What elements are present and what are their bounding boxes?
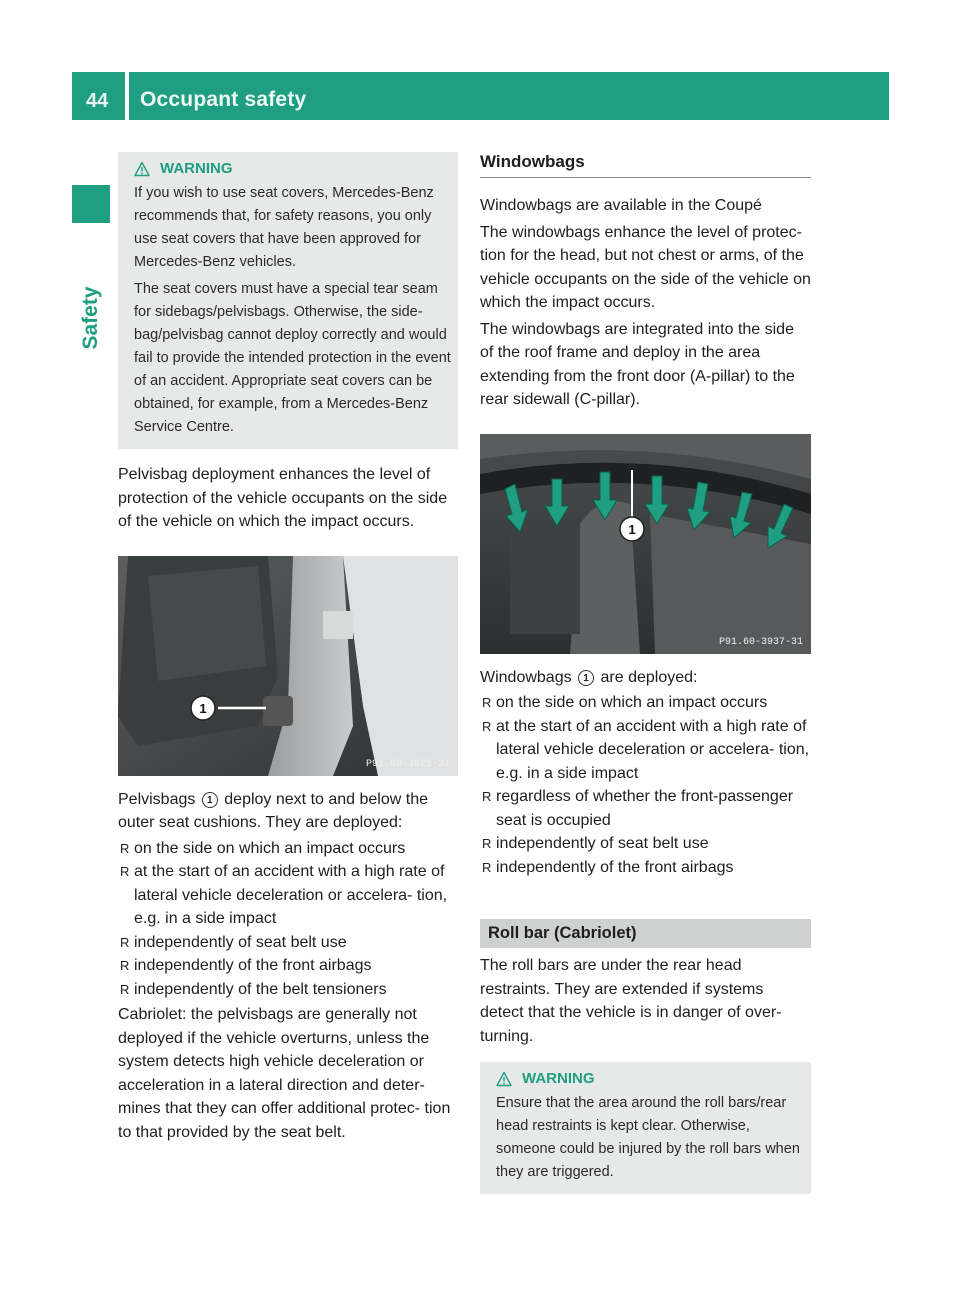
- page-number: 44: [86, 90, 109, 112]
- list-item: R independently of seat belt use: [480, 832, 811, 856]
- warning-triangle-icon: [496, 1071, 512, 1087]
- list-item: R at the start of an accident with a high rate of lateral vehicle deceleration or accelera- tion, e.g. in a side impact: [480, 715, 811, 786]
- seat-cover-warning: [118, 152, 458, 449]
- windowbags-photo: [480, 434, 811, 654]
- pelvisbag-intro: Pelvisbag deployment enhances the level of protection of the vehicle occupants on the side of the vehicle on which the impact occurs.: [118, 466, 448, 530]
- side-tab-label: Safety: [79, 286, 102, 350]
- image-code: P91.60-3925-31: [365, 758, 450, 770]
- windowbags-availability: Windowbags are available in the Coupé: [480, 197, 762, 214]
- svg-text:1: 1: [628, 521, 636, 537]
- pelvisbag-deploy-list: [118, 837, 458, 1002]
- warning-paragraph: Ensure that the area around the roll bars/rear head restraints is kept clear. Otherwise, someone could be injured by the roll bars when they are triggered.: [496, 1095, 800, 1180]
- list-item: R on the side on which an impact occurs: [480, 691, 811, 715]
- svg-text:1: 1: [199, 700, 207, 716]
- pelvisbag-photo: [118, 556, 458, 776]
- list-item: R independently of the belt tensioners: [118, 978, 458, 1002]
- windowbags-location: The windowbags are integrated into the side of the roof frame and deploy in the area extending from the front door (A-pillar) to the rear sidewall (C-pillar).: [480, 320, 795, 408]
- warning-paragraph: If you wish to use seat covers, Mercedes-Benz recommends that, for safety reasons, you only use seat covers that have been approved for Mercedes-Benz vehicles.: [134, 185, 434, 270]
- windowbags-deploy-list: [480, 691, 811, 879]
- roof-windowbag-illustration: [480, 434, 811, 654]
- pelvisbag-deploy-text: Pelvisbags 1 deploy next to and below the outer seat cushions. They are deployed:: [118, 790, 428, 831]
- warning-title: WARNING: [522, 1070, 595, 1087]
- windowbags-heading: Windowbags: [480, 152, 811, 178]
- windowbags-deploy-text: Windowbags 1 are deployed:: [480, 668, 698, 686]
- roll-bar-warning: [480, 1062, 811, 1194]
- warning-triangle-icon: [134, 161, 150, 177]
- seat-door-illustration: [118, 556, 458, 776]
- list-item: R regardless of whether the front-passenger seat is occupied: [480, 785, 811, 832]
- header-separator: [125, 72, 129, 120]
- roll-bar-text: The roll bars are under the rear head restraints. They are extended if systems detect that the vehicle is in danger of over- turning.: [480, 957, 782, 1045]
- list-item: R on the side on which an impact occurs: [118, 837, 458, 861]
- windowbags-description: The windowbags enhance the level of protec- tion for the head, but not chest or arms, of the vehicle occupants on the side of the vehicle on which the impact occurs.: [480, 223, 811, 311]
- roll-bar-heading: Roll bar (Cabriolet): [480, 919, 811, 948]
- callout-1-icon: 1: [202, 792, 218, 808]
- side-tab-marker: [72, 185, 110, 223]
- right-column: [480, 152, 811, 1194]
- warning-paragraph: The seat covers must have a special tear seam for sidebags/pelvisbags. Otherwise, the side- bag/pelvisbag cannot deploy correctly and would fail to provide the intended protection in the event of an accident. Appropriate seat covers can be obtained, for example, from a Mercedes-Benz Service Centre.: [134, 281, 451, 435]
- list-item: R independently of seat belt use: [118, 931, 458, 955]
- list-item: R at the start of an accident with a high rate of lateral vehicle deceleration or accelera- tion, e.g. in a side impact: [118, 860, 458, 931]
- left-column: [118, 152, 458, 1144]
- warning-title: WARNING: [160, 160, 233, 177]
- list-item: R independently of the front airbags: [118, 954, 458, 978]
- section-title: Occupant safety: [140, 88, 307, 111]
- cabriolet-note: Cabriolet: the pelvisbags are generally not deployed if the vehicle overturns, unless the system detects high vehicle deceleration or acceleration in a lateral direction and deter- mines that they can offer additional protec- tion to that provided by the seat belt.: [118, 1006, 451, 1141]
- callout-1-icon: 1: [578, 670, 594, 686]
- image-code: P91.60-3937-31: [718, 636, 803, 648]
- list-item: R independently of the front airbags: [480, 856, 811, 880]
